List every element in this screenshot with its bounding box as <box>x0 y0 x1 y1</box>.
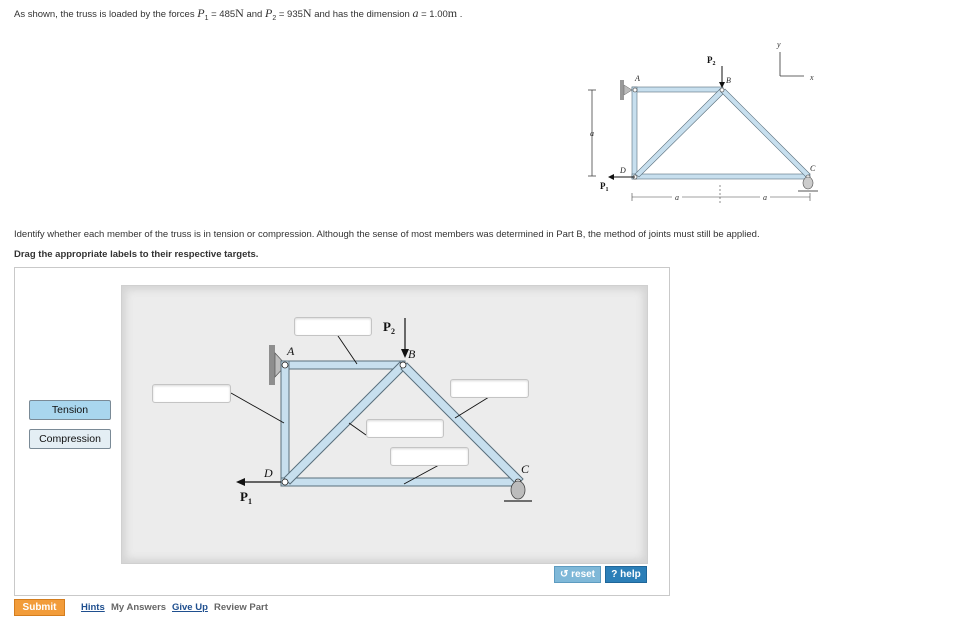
problem-statement: As shown, the truss is loaded by the forces $P_1 = 485N$ and $P_2 = 935N$ and has the dimension a = 1.00m . <box>14 6 463 22</box>
ref-dim-a-right: a <box>763 193 767 202</box>
leader-AB <box>336 333 357 364</box>
ref-label-A: A <box>635 74 640 83</box>
ref-label-C: C <box>810 164 816 173</box>
member-AB <box>283 361 405 369</box>
member-DC <box>281 478 521 486</box>
joint-B <box>400 362 406 368</box>
leader-BD <box>349 423 366 435</box>
ref-label-P1: $P_1$ <box>600 181 609 193</box>
roller-support-C <box>511 481 525 499</box>
instructions-text: Identify whether each member of the truss is in tension or compression. Although the sense of most members was determined in Part B, the method of joints must still be applied. <box>14 229 760 240</box>
truss-label-P1: $P_1$ <box>240 489 252 506</box>
truss-label-P2: $P_2$ <box>383 319 395 336</box>
drag-hint: Drag the appropriate labels to their respective targets. <box>14 249 259 260</box>
reference-truss-figure <box>580 38 830 213</box>
reset-button[interactable]: ↺ reset <box>554 566 601 583</box>
leader-AD <box>231 393 284 423</box>
truss-label-C: C <box>521 462 530 476</box>
review-part-link[interactable]: Review Part <box>214 602 268 613</box>
leader-BC <box>455 397 489 418</box>
ref-label-P2: $P_2$ <box>707 55 716 67</box>
help-button[interactable]: ? help <box>605 566 647 583</box>
drop-target-member-AD[interactable] <box>152 384 231 403</box>
drop-target-member-BC[interactable] <box>450 379 529 398</box>
ref-label-B: B <box>726 76 731 85</box>
drop-target-member-DC[interactable] <box>390 447 469 466</box>
joint-A <box>282 362 288 368</box>
truss-label-D: D <box>264 466 273 480</box>
drop-target-member-AB[interactable] <box>294 317 372 336</box>
dimension-symbol: a <box>412 6 419 20</box>
ref-axis-x: x <box>810 73 814 82</box>
hints-link[interactable]: Hints <box>81 602 105 613</box>
submit-button[interactable]: Submit <box>14 599 65 616</box>
joint-D <box>282 479 288 485</box>
compression-label[interactable]: Compression <box>29 429 111 449</box>
truss-label-B: B <box>408 347 416 361</box>
truss-label-A: A <box>287 344 295 358</box>
give-up-link[interactable]: Give Up <box>172 602 208 613</box>
my-answers-link[interactable]: My Answers <box>111 602 167 613</box>
p1-symbol: P <box>197 6 205 20</box>
drop-target-member-BD[interactable] <box>366 419 444 438</box>
member-AD <box>281 361 289 485</box>
ref-dim-a-left: a <box>675 193 679 202</box>
tension-label[interactable]: Tension <box>29 400 111 420</box>
ref-dim-a-vertical: a <box>590 129 594 138</box>
p2-symbol: P <box>264 6 273 20</box>
ref-label-D: D <box>620 166 626 175</box>
ref-axis-y: y <box>777 40 781 49</box>
